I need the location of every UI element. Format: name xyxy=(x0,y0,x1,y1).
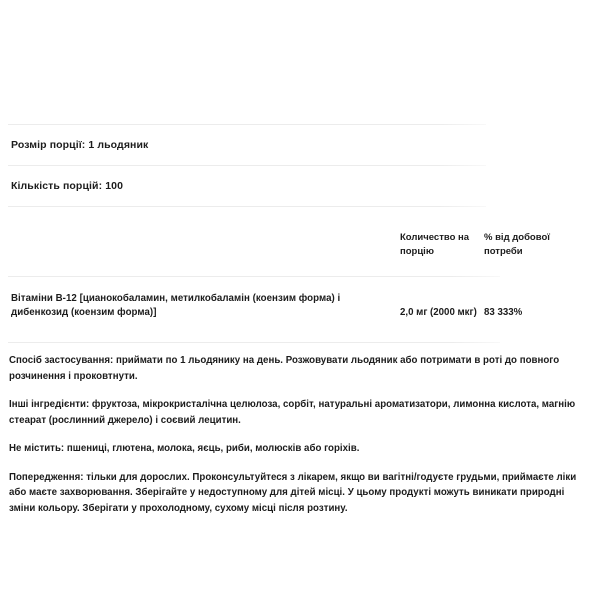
column-header-percent-daily-value: % від добової потреби xyxy=(484,232,550,257)
nutrient-amount-per-serving: 2,0 мг (2000 мкг) xyxy=(400,307,477,318)
notes-section xyxy=(0,343,600,516)
facts-table-header xyxy=(0,207,600,276)
servings-per-container-row xyxy=(0,166,600,206)
column-header-amount-per-serving: Количество на порцію xyxy=(400,232,470,257)
servings-per-container-text: Кількість порцій: 100 xyxy=(11,180,124,192)
allergens-text: Не містить: пшениці, глютена, молока, яєць, риби, молюсків або горіхів. xyxy=(9,443,360,454)
nutrient-name: Вітаміни B-12 [цианокобаламин, метилкобаламін (коензим форма) і дибенкозид (коензим форма)] xyxy=(11,293,341,318)
nutrient-percent-daily-value: 83 333% xyxy=(484,307,523,318)
serving-size-row xyxy=(0,125,600,165)
directions-text: Спосіб застосування: приймати по 1 льодянику на день. Розжовувати льодяник або потримати в роті до повного розчинення і проковтнути. xyxy=(9,355,560,382)
top-spacer xyxy=(0,0,600,124)
warning-text: Попередження: тільки для дорослих. Проконсультуйтеся з лікарем, якщо ви вагітні/годуєте грудьми, приймаєте ліки або маєте захворювання. Зберігайте у недоступному для дітей місці. У цьому продукті можуть виникати природні зміни кольору. Зберігати у прохолодному, сухому місці після розтину. xyxy=(9,471,577,514)
other-ingredients-text: Інші інгредієнти: фруктоза, мікрокристалічна целюлоза, сорбіт, натуральні ароматизатори, лимонна кислота, магнію стеарат (рослинний джерело) і соєвий лецитин. xyxy=(9,399,576,426)
table-row xyxy=(0,277,600,342)
serving-size-text: Розмір порції: 1 льодяник xyxy=(11,139,149,151)
